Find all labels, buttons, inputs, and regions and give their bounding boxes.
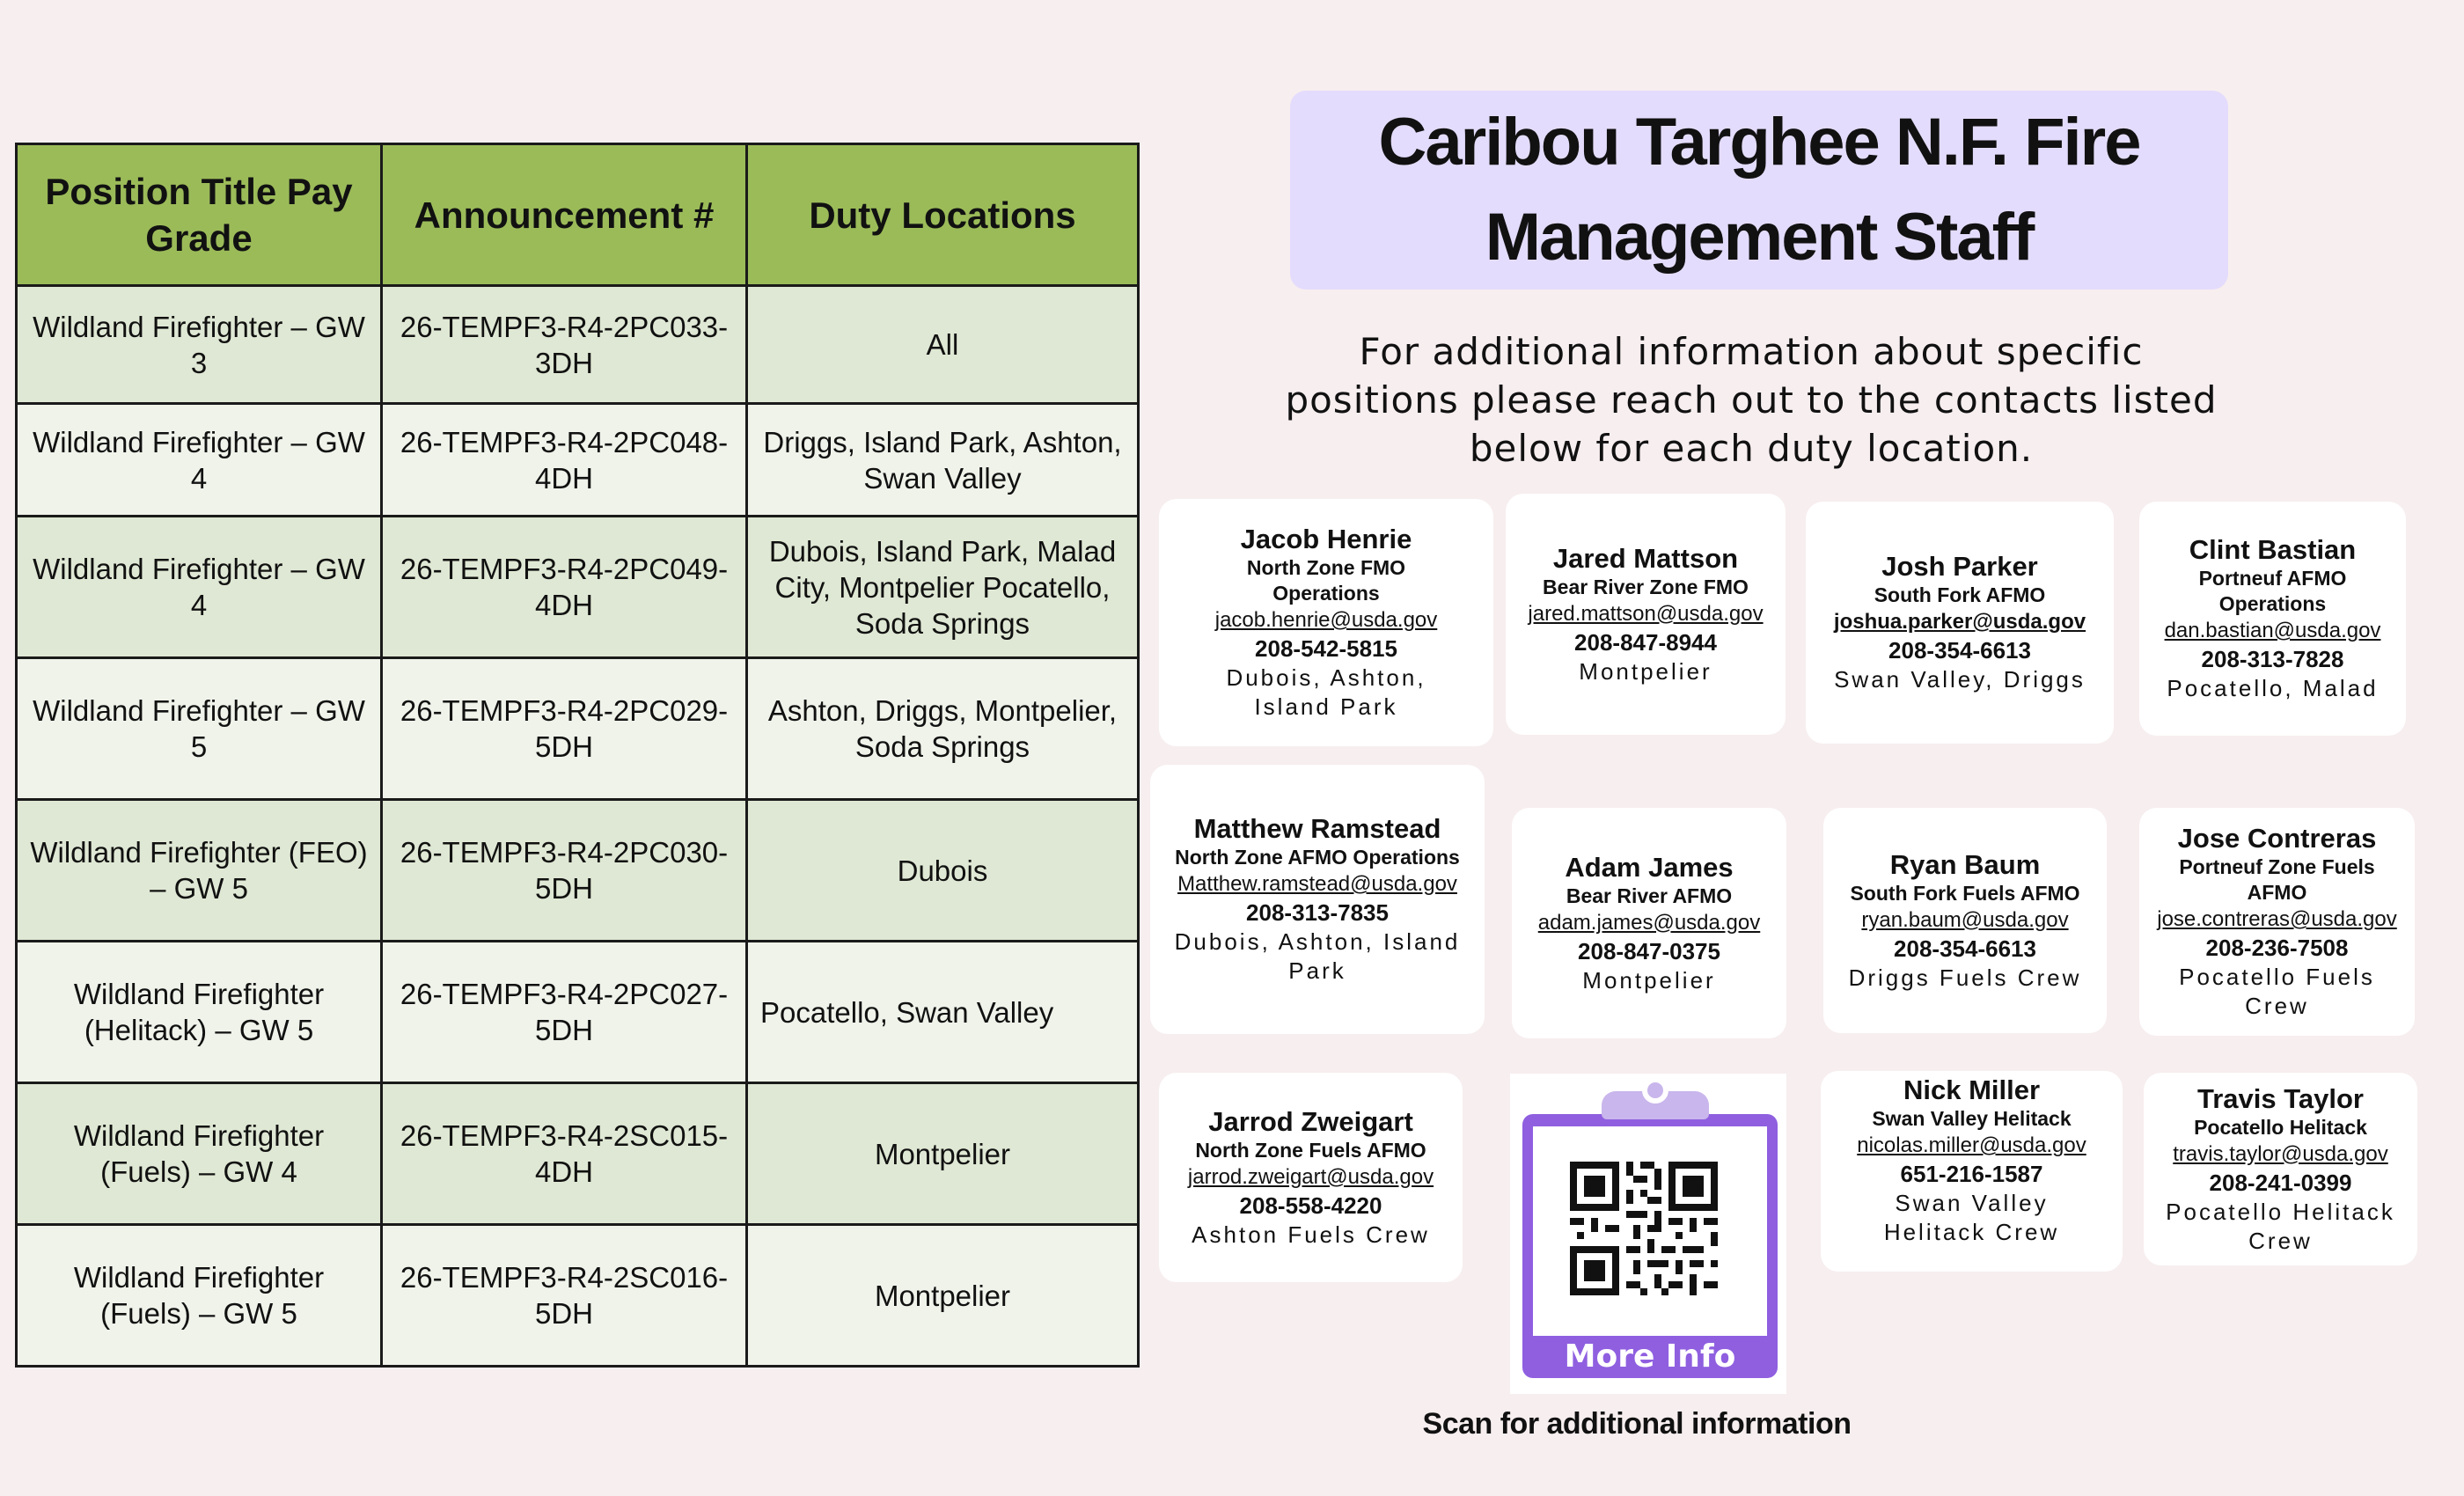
contact-name: Travis Taylor (2197, 1082, 2364, 1114)
contact-email[interactable]: joshua.parker@usda.gov (1833, 610, 2086, 634)
duty-locations: Montpelier (747, 1083, 1139, 1225)
position-title: Wildland Firefighter (Fuels) – GW 5 (17, 1225, 382, 1367)
contact-name: Jacob Henrie (1240, 524, 1412, 554)
contact-phone: 208-313-7828 (2201, 646, 2344, 672)
contact-email[interactable]: adam.james@usda.gov (1537, 910, 1761, 935)
contact-phone: 208-354-6613 (1888, 637, 2031, 664)
contact-location: Dubois, Ashton, Island Park (1226, 664, 1426, 720)
position-title: Wildland Firefighter – GW 4 (17, 517, 382, 658)
duty-locations: All (747, 286, 1139, 404)
duty-locations: Ashton, Driggs, Montpelier, Soda Springs (747, 658, 1139, 800)
table-row (17, 517, 1139, 658)
contact-role: South Fork Fuels AFMO (1850, 881, 2080, 905)
contact-name: Jared Mattson (1552, 542, 1739, 574)
duty-locations: Montpelier (747, 1225, 1139, 1367)
contact-name: Jose Contreras (2177, 823, 2377, 854)
contact-phone: 208-354-6613 (1894, 935, 2036, 962)
contact-location: Pocatello Fuels Crew (2179, 964, 2375, 1019)
contact-role: North Zone AFMO Operations (1175, 846, 1460, 869)
contact-email[interactable]: Matthew.ramstead@usda.gov (1177, 872, 1457, 896)
announcement-number: 26-TEMPF3-R4-2PC049-4DH (382, 517, 747, 658)
contact-name: Ryan Baum (1889, 848, 2041, 880)
contact-phone: 208-542-5815 (1255, 635, 1397, 662)
duty-locations: Pocatello, Swan Valley (747, 942, 1139, 1083)
contact-location: Ashton Fuels Crew (1192, 1221, 1430, 1248)
contact-role: Swan Valley Helitack (1872, 1107, 2072, 1130)
contact-card-ryan-baum (1823, 808, 2107, 1033)
table-row (17, 1225, 1139, 1367)
contact-phone: 208-847-0375 (1578, 937, 1720, 964)
table-row (17, 286, 1139, 404)
contact-location: Montpelier (1579, 657, 1712, 685)
contact-card-jarrod-zweigart (1159, 1073, 1463, 1282)
table-row (17, 942, 1139, 1083)
contact-email[interactable]: dan.bastian@usda.gov (2164, 619, 2381, 642)
column-header-announcement: Announcement # (382, 144, 747, 286)
contact-card-jose-contreras (2139, 808, 2415, 1036)
contact-card-matthew-ramstead (1150, 765, 1485, 1034)
position-title: Wildland Firefighter (Fuels) – GW 4 (17, 1083, 382, 1225)
announcement-number: 26-TEMPF3-R4-2PC030-5DH (382, 800, 747, 942)
contact-card-clint-bastian (2139, 502, 2406, 736)
contact-email[interactable]: nicolas.miller@usda.gov (1857, 1133, 2086, 1157)
contact-card-jacob-henrie (1159, 499, 1493, 746)
contact-email[interactable]: jarrod.zweigart@usda.gov (1187, 1164, 1434, 1189)
contact-email[interactable]: jose.contreras@usda.gov (2157, 907, 2397, 931)
clipboard-ring-icon (1642, 1077, 1668, 1104)
table-row (17, 1083, 1139, 1225)
position-title: Wildland Firefighter – GW 5 (17, 658, 382, 800)
contact-location: Montpelier (1582, 966, 1716, 994)
position-title: Wildland Firefighter – GW 4 (17, 404, 382, 517)
page-title: Caribou Targhee N.F. Fire Management Staff (1378, 105, 2140, 275)
contact-location: Pocatello, Malad (2167, 675, 2379, 701)
contact-location: Swan Valley, Driggs (1834, 666, 2086, 693)
contact-location: Driggs Fuels Crew (1848, 964, 2082, 991)
positions-table (15, 143, 1140, 1368)
contact-phone: 208-236-7508 (2205, 935, 2349, 961)
position-title: Wildland Firefighter (Helitack) – GW 5 (17, 942, 382, 1083)
contact-card-josh-parker (1806, 502, 2114, 744)
contact-role: Portneuf Zone Fuels AFMO (2179, 855, 2375, 904)
announcement-number: 26-TEMPF3-R4-2SC015-4DH (382, 1083, 747, 1225)
table-row (17, 800, 1139, 942)
contact-phone: 208-313-7835 (1246, 899, 1389, 926)
contact-card-nick-miller (1821, 1071, 2123, 1272)
position-title: Wildland Firefighter (FEO) – GW 5 (17, 800, 382, 942)
position-title: Wildland Firefighter – GW 3 (17, 286, 382, 404)
qr-code-icon[interactable] (1570, 1162, 1718, 1295)
duty-locations: Dubois, Island Park, Malad City, Montpelier Pocatello, Soda Springs (747, 517, 1139, 658)
table-header-row (17, 144, 1139, 286)
contact-role: North Zone FMO Operations (1246, 556, 1406, 605)
title-banner (1290, 91, 2228, 290)
qr-code-panel[interactable] (1510, 1074, 1786, 1394)
contact-role: North Zone Fuels AFMO (1195, 1138, 1426, 1162)
contact-location: Pocatello Helitack Crew (2166, 1198, 2395, 1254)
contact-phone: 208-847-8944 (1574, 628, 1717, 656)
contact-name: Adam James (1565, 851, 1734, 883)
announcement-number: 26-TEMPF3-R4-2PC029-5DH (382, 658, 747, 800)
contact-name: Clint Bastian (2189, 534, 2357, 565)
contact-role: Bear River AFMO (1566, 884, 1733, 907)
intro-text: For additional information about specific positions please reach out to the contacts listed below for each duty location. (1285, 330, 2218, 470)
contact-name: Matthew Ramstead (1193, 813, 1441, 844)
contact-email[interactable]: jacob.henrie@usda.gov (1214, 608, 1438, 632)
contact-card-adam-james (1512, 808, 1786, 1038)
scan-caption: Scan for additional information (1422, 1407, 1852, 1441)
contact-name: Nick Miller (1903, 1074, 2041, 1105)
contact-name: Jarrod Zweigart (1208, 1105, 1413, 1137)
contact-name: Josh Parker (1881, 551, 2038, 582)
contact-phone: 651-216-1587 (1900, 1161, 2043, 1187)
announcement-number: 26-TEMPF3-R4-2PC033-3DH (382, 286, 747, 404)
contact-role: Portneuf AFMO Operations (2198, 567, 2347, 615)
contact-role: Bear River Zone FMO (1543, 575, 1749, 598)
table-row (17, 404, 1139, 517)
table-row (17, 658, 1139, 800)
contact-role: South Fork AFMO (1874, 583, 2046, 606)
contact-email[interactable]: travis.taylor@usda.gov (2173, 1141, 2388, 1166)
announcement-number: 26-TEMPF3-R4-2PC027-5DH (382, 942, 747, 1083)
column-header-position: Position Title Pay Grade (17, 144, 382, 286)
contact-email[interactable]: ryan.baum@usda.gov (1861, 907, 2069, 932)
announcement-number: 26-TEMPF3-R4-2PC048-4DH (382, 404, 747, 517)
contact-card-jared-mattson (1506, 494, 1786, 735)
more-info-label: More Info (1564, 1338, 1736, 1375)
contact-phone: 208-558-4220 (1239, 1192, 1382, 1219)
contact-role: Pocatello Helitack (2194, 1115, 2367, 1139)
duty-locations: Dubois (747, 800, 1139, 942)
duty-locations: Driggs, Island Park, Ashton, Swan Valley (747, 404, 1139, 517)
contact-email[interactable]: jared.mattson@usda.gov (1528, 601, 1764, 626)
contact-location: Swan Valley Helitack Crew (1883, 1190, 2060, 1245)
contact-location: Dubois, Ashton, Island Park (1174, 928, 1461, 984)
announcement-number: 26-TEMPF3-R4-2SC016-5DH (382, 1225, 747, 1367)
contact-card-travis-taylor (2144, 1073, 2417, 1265)
contact-phone: 208-241-0399 (2209, 1169, 2352, 1196)
column-header-duty-locations: Duty Locations (747, 144, 1139, 286)
